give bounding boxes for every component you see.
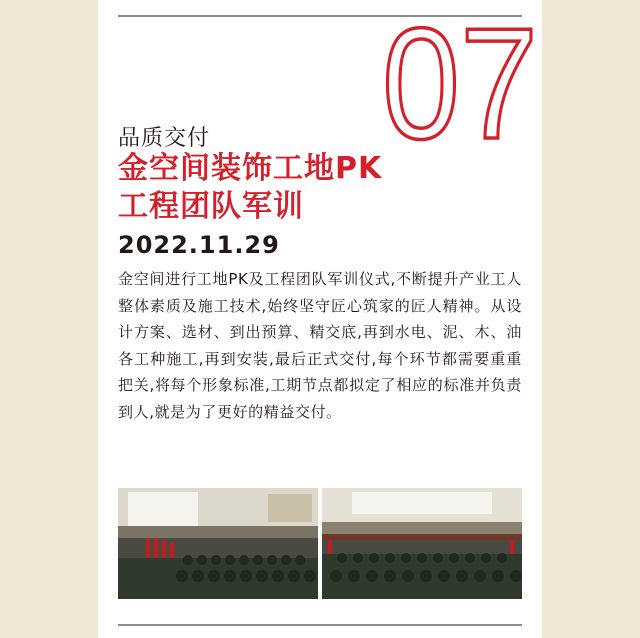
headline-line-1: 金空间装饰工地PK (118, 151, 383, 186)
article-body: 金空间进行工地PK及工程团队军训仪式,不断提升产业工人整体素质及施工技术,始终坚守匠心筑家的匠人精神。从设计方案、选材、到出预算、精交底,再到水电、泥、木、油各工种施工,再到安装,最后正式交付,每个环节都需要重重把关,将每个形象标准,工期节点都拟定了相应的标准并负责到人,就是为了更好的精益交付。 (118, 270, 522, 421)
category-label: 品质交付 (118, 126, 211, 151)
training-ceremony-photo-right (322, 488, 522, 599)
training-ceremony-photo-left (118, 488, 318, 599)
issue-number-text: 07 (382, 0, 538, 172)
headline (118, 150, 382, 226)
headline-line-2: 工程团队军训 (118, 189, 304, 224)
article-card (98, 0, 542, 638)
article-date: 2022.11.29 (118, 231, 280, 259)
issue-number (380, 0, 540, 172)
bottom-divider (118, 624, 522, 626)
